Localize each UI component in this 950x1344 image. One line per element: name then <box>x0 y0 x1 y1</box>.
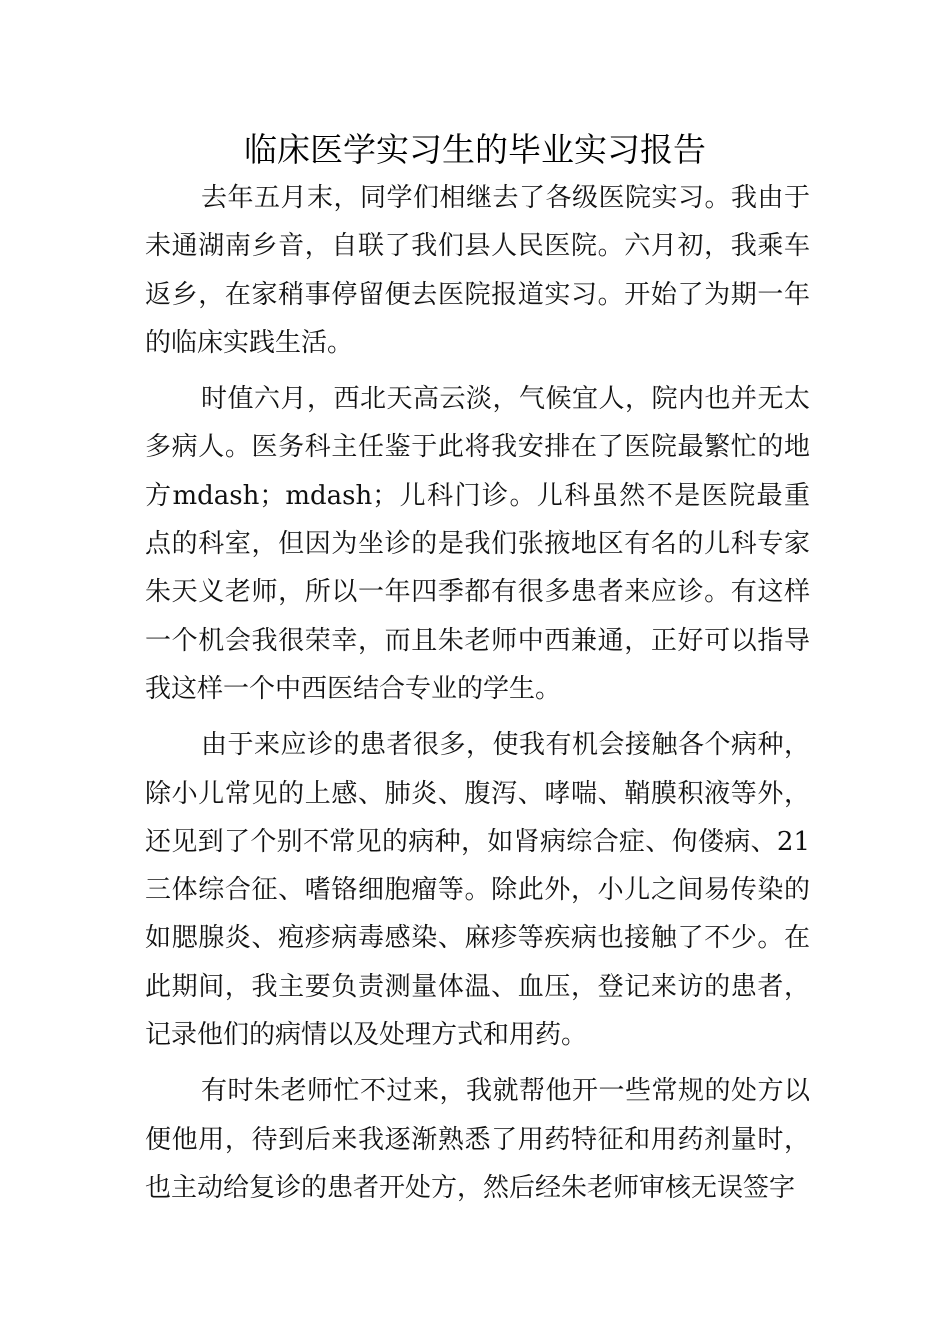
paragraph-2: 时值六月，西北天高云淡，气候宜人，院内也并无太多病人。医务科主任鉴于此将我安排在了医院最繁忙的地方mdash；mdash；儿科门诊。儿科虽然不是医院最重点的科室，但因为坐诊的是我们张掖地区有名的儿科专家朱天义老师，所以一年四季都有很多患者来应诊。有这样一个机会我很荣幸，而且朱老师中西兼通，正好可以指导我这样一个中西医结合专业的学生。 <box>145 384 810 704</box>
paragraph-1: 去年五月末，同学们相继去了各级医院实习。我由于未通湖南乡音，自联了我们县人民医院。六月初，我乘车返乡，在家稍事停留便去医院报道实习。开始了为期一年的临床实践生活。 <box>145 183 810 358</box>
document-body <box>145 174 810 1220</box>
paragraph-3: 由于来应诊的患者很多，使我有机会接触各个病种，除小儿常见的上感、肺炎、腹泻、哮喘、鞘膜积液等外，还见到了个别不常见的病种，如肾病综合症、佝偻病、21三体综合征、嗜铬细胞瘤等。除此外，小儿之间易传染的如腮腺炎、疱疹病毒感染、麻疹等疾病也接触了不少。在此期间，我主要负责测量体温、血压，登记来访的患者，记录他们的病情以及处理方式和用药。 <box>145 730 810 1051</box>
paragraph-4: 有时朱老师忙不过来，我就帮他开一些常规的处方以便他用，待到后来我逐渐熟悉了用药特征和用药剂量时，也主动给复诊的患者开处方，然后经朱老师审核无误签字 <box>145 1076 810 1203</box>
document-title: 临床医学实习生的毕业实习报告 <box>244 130 706 169</box>
